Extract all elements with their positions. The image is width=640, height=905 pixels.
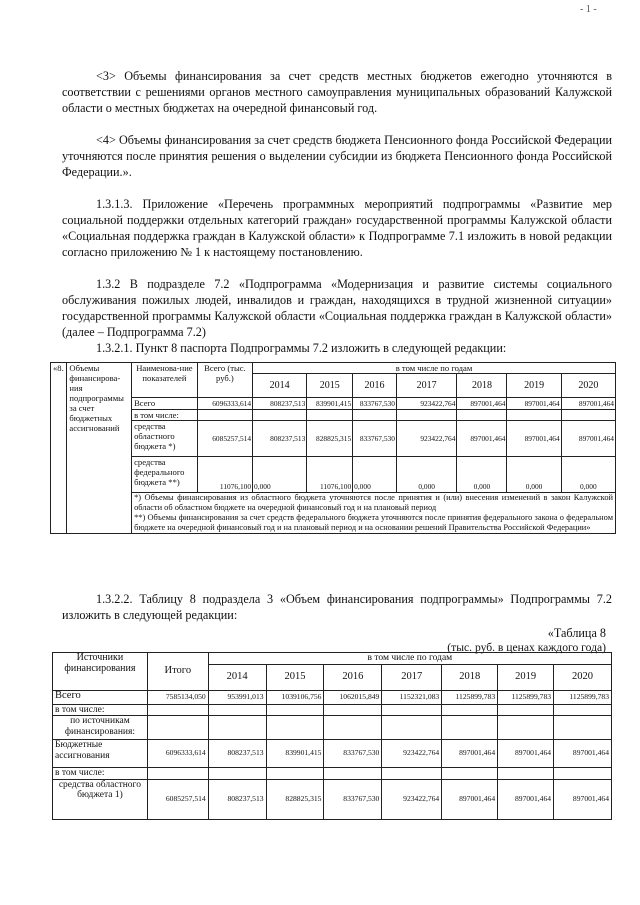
table-cell: 6096333,614 bbox=[197, 398, 252, 410]
year-header: 2016 bbox=[353, 374, 397, 398]
table-row bbox=[51, 457, 616, 493]
table-cell: 1039106,756 bbox=[266, 690, 324, 704]
table-cell: 897001,464 bbox=[442, 740, 498, 768]
table-cell: 833767,530 bbox=[324, 779, 382, 819]
table-row bbox=[53, 779, 612, 819]
table-cell: 1125899,783 bbox=[498, 690, 554, 704]
table8-units: (тыс. руб. в ценах каждого года) bbox=[447, 641, 606, 654]
footnote-3: <3> Объемы финансирования за счет средств местных бюджетов ежегодно уточняются в соответствии с решениями органов местного самоуправления муниципальных образований Калужской области о местных бюджетах на очередной финансовый год. bbox=[62, 69, 612, 115]
table-cell: 6085257,514 bbox=[197, 421, 252, 457]
table-cell: 897001,464 bbox=[507, 421, 561, 457]
table-cell: 7585134,050 bbox=[147, 690, 208, 704]
table-cell: 923422,764 bbox=[382, 740, 442, 768]
table-cell: Бюджетные ассигнования bbox=[53, 740, 148, 768]
table-cell: в том числе: bbox=[132, 410, 198, 421]
note-regional-budget: *) Объемы финансирования из областного бюджета уточняются после принятия и (или) внесения изменений в закон Калужской области об областном бюджете на очередной финансовый год и на плановый период bbox=[134, 493, 613, 512]
year-header: 2019 bbox=[498, 664, 554, 690]
table-cell: 0,000 bbox=[561, 457, 615, 493]
paragraph-1-3-1-3: 1.3.1.3. Приложение «Перечень программных мероприятий подпрограммы «Развитие мер социальной поддержки отдельных категорий граждан» государственной программы Калужской области «Социальная поддержка граждан в Калужской области» к Подпрограмме 7.1 изложить в новой редакции согласно приложению № 1 к настоящему постановлению. bbox=[62, 197, 612, 259]
item-label: Объемы финансирова-ния подпрограммы за счет бюджетных ассигнований bbox=[67, 363, 132, 534]
table-cell: 833767,530 bbox=[353, 421, 397, 457]
table-row bbox=[51, 410, 616, 421]
table-cell: 923422,764 bbox=[396, 398, 456, 410]
table-cell: 897001,464 bbox=[498, 740, 554, 768]
table-cell: 897001,464 bbox=[498, 779, 554, 819]
table-cell: средства федерального бюджета **) bbox=[132, 457, 198, 493]
table-cell: 0,000 bbox=[253, 457, 307, 493]
header-source: Источники финансирования bbox=[53, 653, 148, 691]
table-row bbox=[53, 740, 612, 768]
paragraph-1-3-2-1: 1.3.2.1. Пункт 8 паспорта Подпрограммы 7.2 изложить в следующей редакции: bbox=[96, 341, 507, 355]
table-cell: 923422,764 bbox=[396, 421, 456, 457]
table-cell: средства областного бюджета 1) bbox=[53, 779, 148, 819]
year-header: 2020 bbox=[561, 374, 615, 398]
year-header: 2015 bbox=[307, 374, 353, 398]
page-mark: - 1 - bbox=[580, 4, 597, 15]
table-cell: 0,000 bbox=[353, 457, 397, 493]
table-cell: 839901,415 bbox=[266, 740, 324, 768]
table-cell: 828825,315 bbox=[307, 421, 353, 457]
table-cell: 1125899,783 bbox=[554, 690, 612, 704]
table-row bbox=[51, 398, 616, 410]
paragraph-1-3-2-2: 1.3.2.2. Таблицу 8 подраздела 3 «Объем финансирования подпрограммы» Подпрограммы 7.2 изложить в следующей редакции: bbox=[62, 592, 612, 622]
table-cell: 923422,764 bbox=[382, 779, 442, 819]
year-header: 2017 bbox=[396, 374, 456, 398]
year-header: 2014 bbox=[253, 374, 307, 398]
table-cell: 833767,530 bbox=[353, 398, 397, 410]
year-header: 2014 bbox=[208, 664, 266, 690]
header-total: Всего (тыс. руб.) bbox=[197, 363, 252, 398]
table-cell: 953991,013 bbox=[208, 690, 266, 704]
year-header: 2018 bbox=[442, 664, 498, 690]
table-row bbox=[53, 704, 612, 716]
table-cell: 897001,464 bbox=[554, 779, 612, 819]
table-cell: по источникам финансирования: bbox=[53, 716, 148, 740]
table-row bbox=[53, 690, 612, 704]
table-cell: 833767,530 bbox=[324, 740, 382, 768]
table-cell: 839901,415 bbox=[307, 398, 353, 410]
table-cell: 808237,513 bbox=[253, 421, 307, 457]
table8-title: «Таблица 8 bbox=[547, 626, 606, 640]
item-number: «8. bbox=[51, 363, 67, 534]
note-federal-budget: **) Объемы финансирования за счет средств федерального бюджета уточняются после принятия федерального закона о федеральном бюджете на очередной финансовый год и на плановый период и на основании решений Правительства Российской Федерации» bbox=[134, 513, 613, 532]
header-years-group: в том числе по годам bbox=[208, 653, 611, 665]
table-cell: 897001,464 bbox=[554, 740, 612, 768]
table-cell: 897001,464 bbox=[457, 398, 507, 410]
table-cell: 1062015,849 bbox=[324, 690, 382, 704]
table-cell: 808237,513 bbox=[208, 740, 266, 768]
year-header: 2020 bbox=[554, 664, 612, 690]
header-years-group: в том числе по годам bbox=[253, 363, 616, 374]
table-cell: 0,000 bbox=[457, 457, 507, 493]
year-header: 2018 bbox=[457, 374, 507, 398]
header-total: Итого bbox=[147, 653, 208, 691]
table-cell: 11076,100 bbox=[197, 457, 252, 493]
table-cell: Всего bbox=[132, 398, 198, 410]
year-header: 2015 bbox=[266, 664, 324, 690]
table-notes-row bbox=[51, 493, 616, 534]
table-cell: 897001,464 bbox=[507, 398, 561, 410]
paragraph-1-3-2: 1.3.2 В подразделе 7.2 «Подпрограмма «Модернизация и развитие системы социального обслуживания пожилых людей, инвалидов и граждан, находящихся в трудной жизненной ситуации» государственной программы Калужской области «Социальная поддержка граждан в Калужской области» (далее – Подпрограмма 7.2) bbox=[62, 277, 612, 339]
table-cell: 1125899,783 bbox=[442, 690, 498, 704]
table-row bbox=[51, 421, 616, 457]
table-cell: 0,000 bbox=[396, 457, 456, 493]
table-cell: 11076,100 bbox=[307, 457, 353, 493]
year-header: 2017 bbox=[382, 664, 442, 690]
table-cell: 897001,464 bbox=[442, 779, 498, 819]
table-cell: в том числе: bbox=[53, 768, 148, 780]
table-cell: в том числе: bbox=[53, 704, 148, 716]
year-header: 2019 bbox=[507, 374, 561, 398]
table-row bbox=[53, 768, 612, 780]
header-name: Наименова-ние показателей bbox=[132, 363, 198, 398]
table-cell: 0,000 bbox=[507, 457, 561, 493]
passport-item-8-table bbox=[50, 362, 616, 534]
table-8 bbox=[52, 652, 612, 820]
table-cell: 897001,464 bbox=[561, 398, 615, 410]
table-cell: 897001,464 bbox=[457, 421, 507, 457]
table-cell: 6096333,614 bbox=[147, 740, 208, 768]
table-cell: Всего bbox=[53, 690, 148, 704]
table-cell: 1152321,083 bbox=[382, 690, 442, 704]
table-cell: 808237,513 bbox=[253, 398, 307, 410]
table-cell: 897001,464 bbox=[561, 421, 615, 457]
table-row bbox=[53, 716, 612, 740]
table-cell: 6085257,514 bbox=[147, 779, 208, 819]
table-cell: средства областного бюджета *) bbox=[132, 421, 198, 457]
year-header: 2016 bbox=[324, 664, 382, 690]
table-cell: 808237,513 bbox=[208, 779, 266, 819]
footnote-4: <4> Объемы финансирования за счет средств бюджета Пенсионного фонда Российской Федерации уточняются после принятия решения о выделении субсидии из бюджета Пенсионного фонда Российской Федерации.». bbox=[62, 133, 612, 179]
table-cell: 828825,315 bbox=[266, 779, 324, 819]
